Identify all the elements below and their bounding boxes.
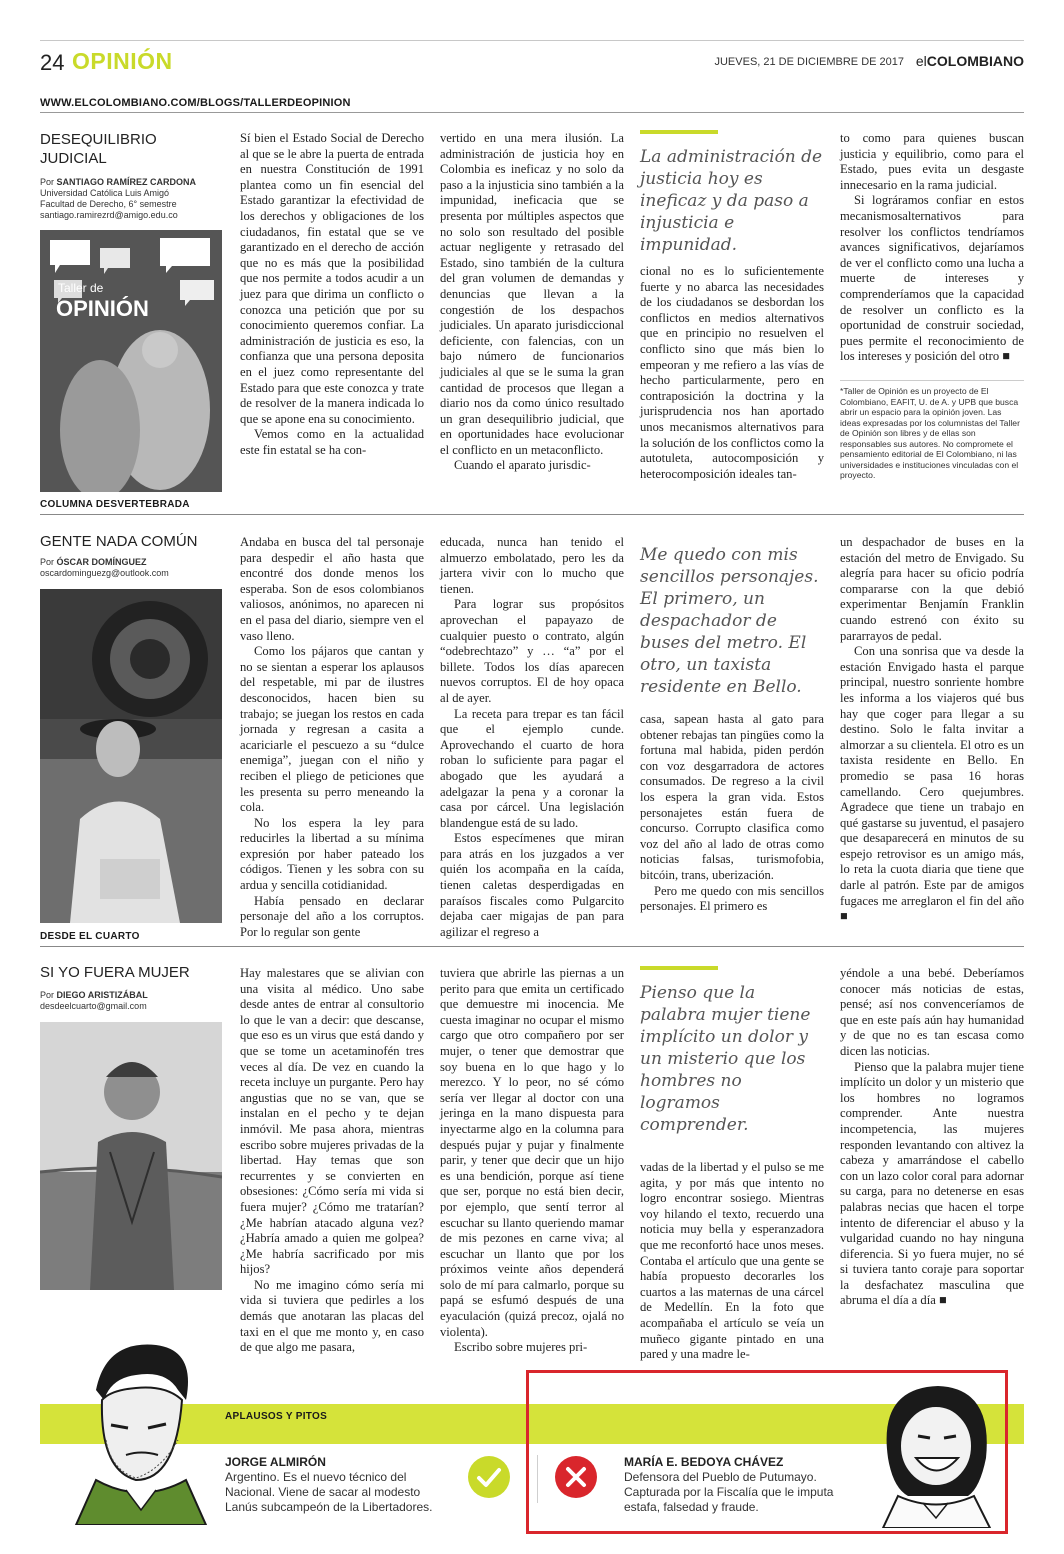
article-title: DESEQUILIBRIO JUDICIAL [40, 131, 157, 167]
note-rule [840, 380, 1024, 381]
url-rule [40, 112, 1024, 113]
article-column-4 [840, 131, 1024, 365]
paragraph: Pienso que la palabra mujer tiene implícito un dolor y un misterio que los hombres no logramos comprender. Ante nuestra incompetencia, las mujeres responden levantando con altivez la cabeza y amarrándose el cabello con un lazo color coral para adornar su carga, para no detenerse en esas palabras necias que hacen el torpe intento de diferenciar el abuso y la vulgaridad cuando no hay ninguna diferencia. Si yo fuera mujer, no sé si tuviera tanto coraje para soportar la desfachatez masculina que abruma el día a día ■ [840, 1059, 1024, 1308]
logo-taller: Taller de [58, 281, 104, 295]
paragraph: Hay malestares que se alivian con una visita al médico. Uno sabe desde antes de entrar al consultorio lo que le van a decir: que descanse, que eso es un virus que está dando y que se tome un acetaminofén tres veces al día. De vez en cuando la receta incluye un purgante. Pero hay angustias que no se van, que se instalan en el pecho y te dejan inmóvil. Me pasa ahora, mientras escribo sobre mujeres privadas de la libertad. Hay temas que son recurrentes y se convierten en obsesiones: ¿Cómo sería mi vida si fuera mujer? ¿Cómo me tratarían? ¿Me habrían atacado alguna vez? ¿Habría amado a quien me golpea? ¿Me habría sacrificado por mis hijos? [240, 966, 424, 1277]
aplauso-text: Argentino. Es el nuevo técnico del Nacional. Viene de sacar al modesto Lanús subcampeón de la Libertadores. [225, 1470, 433, 1514]
author-photo [40, 1022, 222, 1290]
byline-prefix: Por [40, 990, 55, 1000]
paragraph: Con una sonrisa que va desde la estación Envigado hasta el parque principal, nuestro sonriente hombre les informa a los viajeros qué bus hay que coger para llegar a su destino. Solo le falta invitar a almorzar a su clientela. El otro es un taxista residente en Bello. En promedio se pasa 16 horas camellando. Cero quejumbres. Agradece que tiene un trabajo en qué gastarse su juventud, el pasajero que desaparecerá en minutos de su espejo retrovisor es un amigo más, lo reta la cuota diaria que tiene que darle al patrón. Este par de amigos fugaces me arreglaron el fin del año ■ [840, 644, 1024, 924]
paragraph: cional no es lo suficientemente fuerte y no abarca las necesidades de los ciudadanos se desbordan los conflictos en medios alternativos que en principio no resuelven el conflicto sino que más bien lo empeoran y me refiero a las vías de hecho particularmente, pero en contraposición la doctrina y la jurisprudencia nos han aportado unos mecanismos alternativos para la solución de los conflictos como la autotuleta, autocomposición y heterocomposición ideales tan- [640, 264, 824, 481]
paragraph: vadas de la libertad y el pulso se me agita, y por más que intento no logro encontrar sosiego. Mientras voy hilando el texto, recuerdo una noticia muy bella y esperanzadora que me reconfortó hace unos meses. Contaba el artículo que una gente se había propuesto decorarles los cuartos a las maternas de una cárcel de Medellín. En la foto que acompañaba el artículo se veía un muñeco gigante pintado en una pared y una madre le- [640, 1160, 824, 1362]
page-number: 24 [40, 50, 65, 75]
author-name: ÓSCAR DOMÍNGUEZ [56, 557, 147, 567]
article-column-2 [440, 131, 624, 474]
taller-de-opinion-logo [40, 230, 222, 492]
paragraph: un despachador de buses en la estación del metro de Envigado. Su alegría para hacer su oficio podría compararse con la que debió experimentar Benjamín Franklin cuando estrenó con éxito su pararrayos de pedal. [840, 535, 1024, 643]
article-column-4 [840, 535, 1024, 925]
top-rule [40, 40, 1024, 41]
author-email[interactable]: oscardominguezg@outlook.com [40, 568, 169, 578]
pito-text: Defensora del Pueblo de Putumayo. Capturada por la Fiscalía que le imputa estafa, falsedad y fraude. [624, 1470, 834, 1514]
logo-opinion: OPINIÓN [56, 296, 149, 321]
paragraph: Escribo sobre mujeres pri- [454, 1340, 588, 1355]
paragraph: No me imagino cómo sería mi vida si tuviera que pedirles a los demás que anotaran las placas del taxi en el que me monto y, en caso de que algo me pasara, [240, 1277, 424, 1355]
article-column-1 [240, 131, 424, 458]
byline-prefix: Por [40, 557, 55, 567]
pull-quote: Pienso que la palabra mujer tiene implícito un dolor y un misterio que los hombres no logramos comprender. [640, 983, 811, 1135]
article-column-1 [240, 535, 424, 940]
paragraph: to como para quienes buscan justicia y equilibrio, como para el Estado, pues evita un desgaste innecesario en la rama judicial. [840, 131, 1024, 192]
newspaper-name [916, 53, 1024, 69]
section-divider [40, 514, 1024, 515]
highlight-box [526, 1370, 1008, 1534]
pull-quote: La administración de justicia hoy es ineficaz y da paso a injusticia e impunidad. [640, 147, 823, 255]
blog-url[interactable]: WWW.ELCOLOMBIANO.COM/BLOGS/TALLERDEOPINION [40, 97, 351, 109]
paragraph: Andaba en busca del tal personaje para despedir el año hasta que encontré dos donde menos los esperaba. Son de esos colombianos valiosos, anónimos, no aparecen ni en el pasa del diario, siempre ven el vaso lleno. [240, 535, 424, 643]
article-column-2 [440, 966, 624, 1356]
article-column-3 [640, 264, 824, 482]
quote-accent-bar [640, 966, 718, 970]
aplausos-title: APLAUSOS Y PITOS [225, 1411, 328, 1422]
pull-quote: Me quedo con mis sencillos personajes. El primero, un despachador de buses del metro. El otro, un taxista residente en Bello. [640, 545, 819, 697]
author-email[interactable]: santiago.ramirezrd@amigo.edu.co [40, 210, 178, 220]
paragraph: yéndole a una bebé. Deberíamos conocer más noticias de estas, pensé; así nos convenceríamos de que en este país aún hay humanidad y de que no es tan escasa como dicen las noticias. [840, 966, 1024, 1058]
project-note: *Taller de Opinión es un proyecto de El Colombiano, EAFIT, U. de A. y UPB que busca abrir un espacio para la opinión joven. Las ideas expresadas por los columnistas del Taller de Opinión son libres y de ellas son responsables sus autores. No compromete el pensamiento editorial de El Colombiano, ni las universidades e instituciones vinculadas con el proyecto. [840, 386, 1020, 480]
paragraph: casa, sapean hasta al gato para obtener rebajas tan pingües como la fortuna mal habida, piden perdón con voz desgarradora de actores consumados. De regreso a la civil los espera la gran vida. Estos personajetes están fuera de concurso. Corrupto clasifica como voz del año al lado de otras como noticias falsas, turismofobia, bitcóin, trans, uberización. [640, 712, 824, 882]
paragraph: Para lograr sus propósitos aprovechan el papayazo de cualquier puesto o contrato, algún “odebrechtazo” y … “a” por el billete. Todos los días aparecen nuevos corruptos. El de hoy opaca al de ayer. [440, 597, 624, 705]
paragraph: Vemos como en la actualidad este fin estatal se ha con- [240, 427, 424, 457]
byline-prefix: Por [40, 177, 55, 187]
author-faculty: Facultad de Derecho, 6° semestre [40, 199, 177, 209]
column-label: DESDE EL CUARTO [40, 931, 140, 942]
section-divider [40, 946, 1024, 947]
issue-date: JUEVES, 21 DE DICIEMBRE DE 2017 [714, 56, 904, 68]
paragraph: Como los pájaros que cantan y no se sientan a esperar los aplausos del respetable, mi par de ilustres desconocidos, hacen bien su trabajo; se juegan los restos en cada jornada y regresan a casita a acariciarle el pescuezo a su “dulce enemiga”, juegan con el niño y reciben el pliego de peticiones que les presenta su perro meneando la cola. [240, 644, 424, 815]
paragraph: Pero me quedo con mis sencillos personajes. El primero es [640, 883, 824, 914]
pito-name: MARÍA E. BEDOYA CHÁVEZ [624, 1455, 784, 1469]
paragraph: La receta para trepar es tan fácil que el ejemplo cunde. Aprovechando el cuarto de hora roban lo suficiente para pagar el abogado que les ayudará a adelgazar la pena y a coronar la casa por cárcel. Una legislación blandengue está de su lado. [440, 706, 624, 830]
newspaper-brand: COLOMBIANO [926, 53, 1024, 69]
check-icon [468, 1456, 510, 1498]
article-column-2 [440, 535, 624, 940]
paragraph: Había pensado en declarar personaje del año a los corruptos. Por lo regular son gente [240, 893, 424, 939]
paragraph: tuviera que abrirle las piernas a un perito para que emita un certificado que demuestre mi inocencia. Me cuesta imaginar no ocupar el mismo cargo que otro compañero por ser mujer, o tener que demostrar que soy buena en lo que hago y lo merezco. Y lo peor, no sé cómo sería ver llegar al doctor con una jeringa en la mano dispuesta para inyectarme algo en la columna para después pujar y pujar y finalmente parir, y tener que decir que un hijo es una bendición, porque así tiene que ser, porque no está bien decir, por ejemplo, que sentí terror al escuchar su llanto queriendo mamar de mis pezones en carne viva; al escuchar un llanto que por los próximos veinte años dependerá solo de mí para calmarlo, porque su papá se esfumó después de una eyaculación (quizá precoz, ojalá no violenta). [440, 966, 624, 1339]
article-title: GENTE NADA COMÚN [40, 533, 198, 550]
author-photo [40, 589, 222, 923]
author-email[interactable]: desdeelcuarto@gmail.com [40, 1001, 147, 1011]
article-byline [40, 557, 230, 579]
paragraph: Sí bien el Estado Social de Derecho al que se le abre la puerta de entrada en nuestra Constitución de 1991 plantea como un fin esencial del Estado garantizar la efectividad de los derechos y obligaciones de los ciudadanos, fin estatal que se ve garantizado en el derecho de acción que no es más que la posibilidad que nos permite a todos acudir a un juez para que dirima un conflicto o conozca una petición que por su conocimiento queremos confiar. La administración de justicia es eso, la confianza que una persona deposita en el juez como representante del Estado para que este conozca y trate de resolver de la manera indicada lo que se apone ena su conocimiento. [240, 131, 424, 426]
article-title: SI YO FUERA MUJER [40, 964, 190, 981]
paragraph: No los espera la ley para reducirles la libertad a su mínima expresión por haber pateado los códigos. Tienen y les sobra con su ardua y sencilla cotidianidad. [240, 815, 424, 893]
article-column-3 [640, 712, 824, 915]
article-byline [40, 177, 230, 221]
author-affiliation: Universidad Católica Luis Amigó [40, 188, 170, 198]
quote-accent-bar [640, 130, 718, 134]
author-name: SANTIAGO RAMÍREZ CARDONA [56, 177, 197, 187]
paragraph: Cuando el aparato jurisdic- [454, 458, 591, 473]
article-byline [40, 990, 230, 1012]
caricature-jorge-almiron [66, 1330, 216, 1525]
paragraph: Si lográramos confiar en estos mecanismosalternativos para resolver los conflictos tendríamos avances significativos, dejaríamos de ver el conflicto como una lucha a muerte de intereses y comprenderíamos que la capacidad de resolver un conflicto es la oportunidad de construir sociedad, pues permite el reconocimiento de los intereses y posición del otro ■ [840, 193, 1024, 364]
article-column-1 [240, 966, 424, 1356]
article-column-4 [840, 966, 1024, 1309]
newspaper-prefix: el [915, 53, 927, 69]
paragraph: educada, nunca han tenido el almuerzo embolatado, pero les da jartera vivir con lo mucho que tienen. [440, 535, 624, 596]
page-header [40, 48, 1024, 78]
section-title: OPINIÓN [72, 48, 173, 74]
paragraph: vertido en una mera ilusión. La administración de justicia hoy en Colombia es ineficaz y no solo da paso a la injusticia sino también a la impunidad, ineficacia que se presenta por múltiples aspectos que no solo son resultado del posible actuar negligente y retrasado del Estado, sino también de la cultura del gran volumen de demandas y denuncias que llevan a la congestión de los despachos judiciales. Un aparato jurisdiccional deficiente, con falencias, con un bajo número de funcionarios judiciales al que se le suma la gran cantidad de procesos que llegan a diario nos da como único resultado un gran desequilibrio judicial, que en oportunidades hace evolucionar el conflicto en un metaconflicto. [440, 131, 624, 457]
column-label: COLUMNA DESVERTEBRADA [40, 499, 190, 510]
article-column-3 [640, 1160, 824, 1363]
aplauso-name: JORGE ALMIRÓN [225, 1455, 326, 1469]
author-name: DIEGO ARISTIZÁBAL [56, 990, 148, 1000]
paragraph: Estos especímenes que miran para atrás en los juzgados a ver quién los acompaña en la caída, tienen caletas desperdigadas en paraísos fiscales como Pulgarcito dejaba caer migajas de pan para agilizar el regreso a [440, 831, 624, 939]
